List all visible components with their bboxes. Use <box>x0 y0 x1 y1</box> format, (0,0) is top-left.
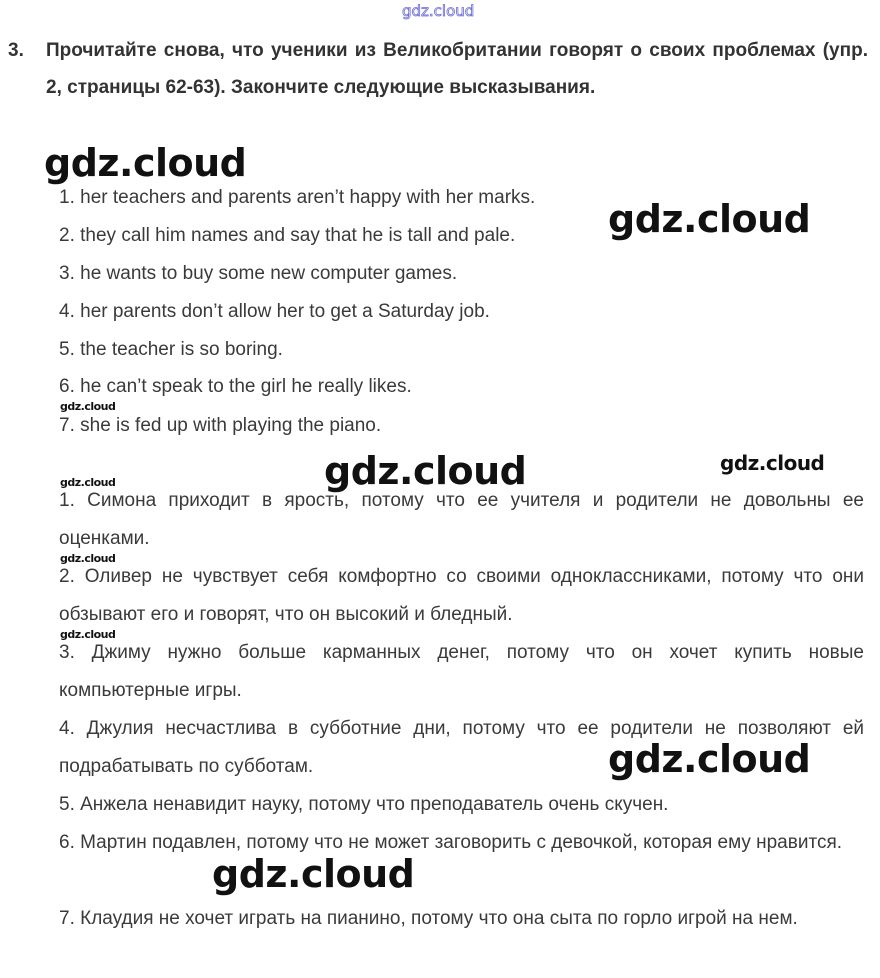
russian-answer-7: 7. Клаудия не хочет играть на пианино, потому что она сыта по горло игрой на нем. <box>59 908 798 929</box>
watermark-small-2: gdz.cloud <box>60 476 116 489</box>
watermark-big-3: gdz.cloud <box>324 449 527 493</box>
watermark-big-5: gdz.cloud <box>212 852 415 896</box>
watermark-small-1: gdz.cloud <box>60 400 116 413</box>
watermark-big-4: gdz.cloud <box>608 737 811 781</box>
watermark-big-2: gdz.cloud <box>608 197 811 241</box>
english-answer-1: 1. her teachers and parents aren’t happy with her marks. <box>59 187 536 208</box>
task-number: 3. <box>8 40 24 61</box>
english-answer-2: 2. they call him names and say that he is tall and pale. <box>59 225 516 246</box>
english-answer-4: 4. her parents don’t allow her to get a Saturday job. <box>59 301 490 322</box>
task-heading <box>8 32 868 106</box>
watermark-mid-1: gdz.cloud <box>720 451 825 475</box>
english-answer-6: 6. he can’t speak to the girl he really likes. <box>59 376 412 397</box>
watermark-small-4: gdz.cloud <box>60 628 116 641</box>
russian-answer-2: 2. Оливер не чувствует себя комфортно со своими одноклассниками, потому что они обзывают его и говорят, что он высокий и бледный. <box>59 566 864 625</box>
russian-answer-5: 5. Анжела ненавидит науку, потому что преподаватель очень скучен. <box>59 794 669 815</box>
english-answer-3: 3. he wants to buy some new computer games. <box>59 263 458 284</box>
russian-answer-3: 3. Джиму нужно больше карманных денег, потому что он хочет купить новые компьютерные игры. <box>59 642 864 701</box>
english-answer-7: 7. she is fed up with playing the piano. <box>59 415 382 436</box>
watermark-top: gdz.cloud <box>402 2 475 20</box>
watermark-small-3: gdz.cloud <box>60 552 116 565</box>
watermark-big-1: gdz.cloud <box>44 141 247 185</box>
task-text: Прочитайте снова, что ученики из Великобритании говорят о своих проблемах (упр. 2, страницы 62-63). Закончите следующие высказывания. <box>46 40 868 98</box>
russian-answer-4: 4. Джулия несчастлива в субботние дни, потому что ее родители не позволяют ей подрабатывать по субботам. <box>59 718 864 777</box>
russian-answer-1: 1. Симона приходит в ярость, потому что ее учителя и родители не довольны ее оценками. <box>59 490 864 549</box>
russian-answer-6: 6. Мартин подавлен, потому что не может заговорить с девочкой, которая ему нравится. <box>59 832 843 853</box>
english-answer-5: 5. the teacher is so boring. <box>59 339 283 360</box>
